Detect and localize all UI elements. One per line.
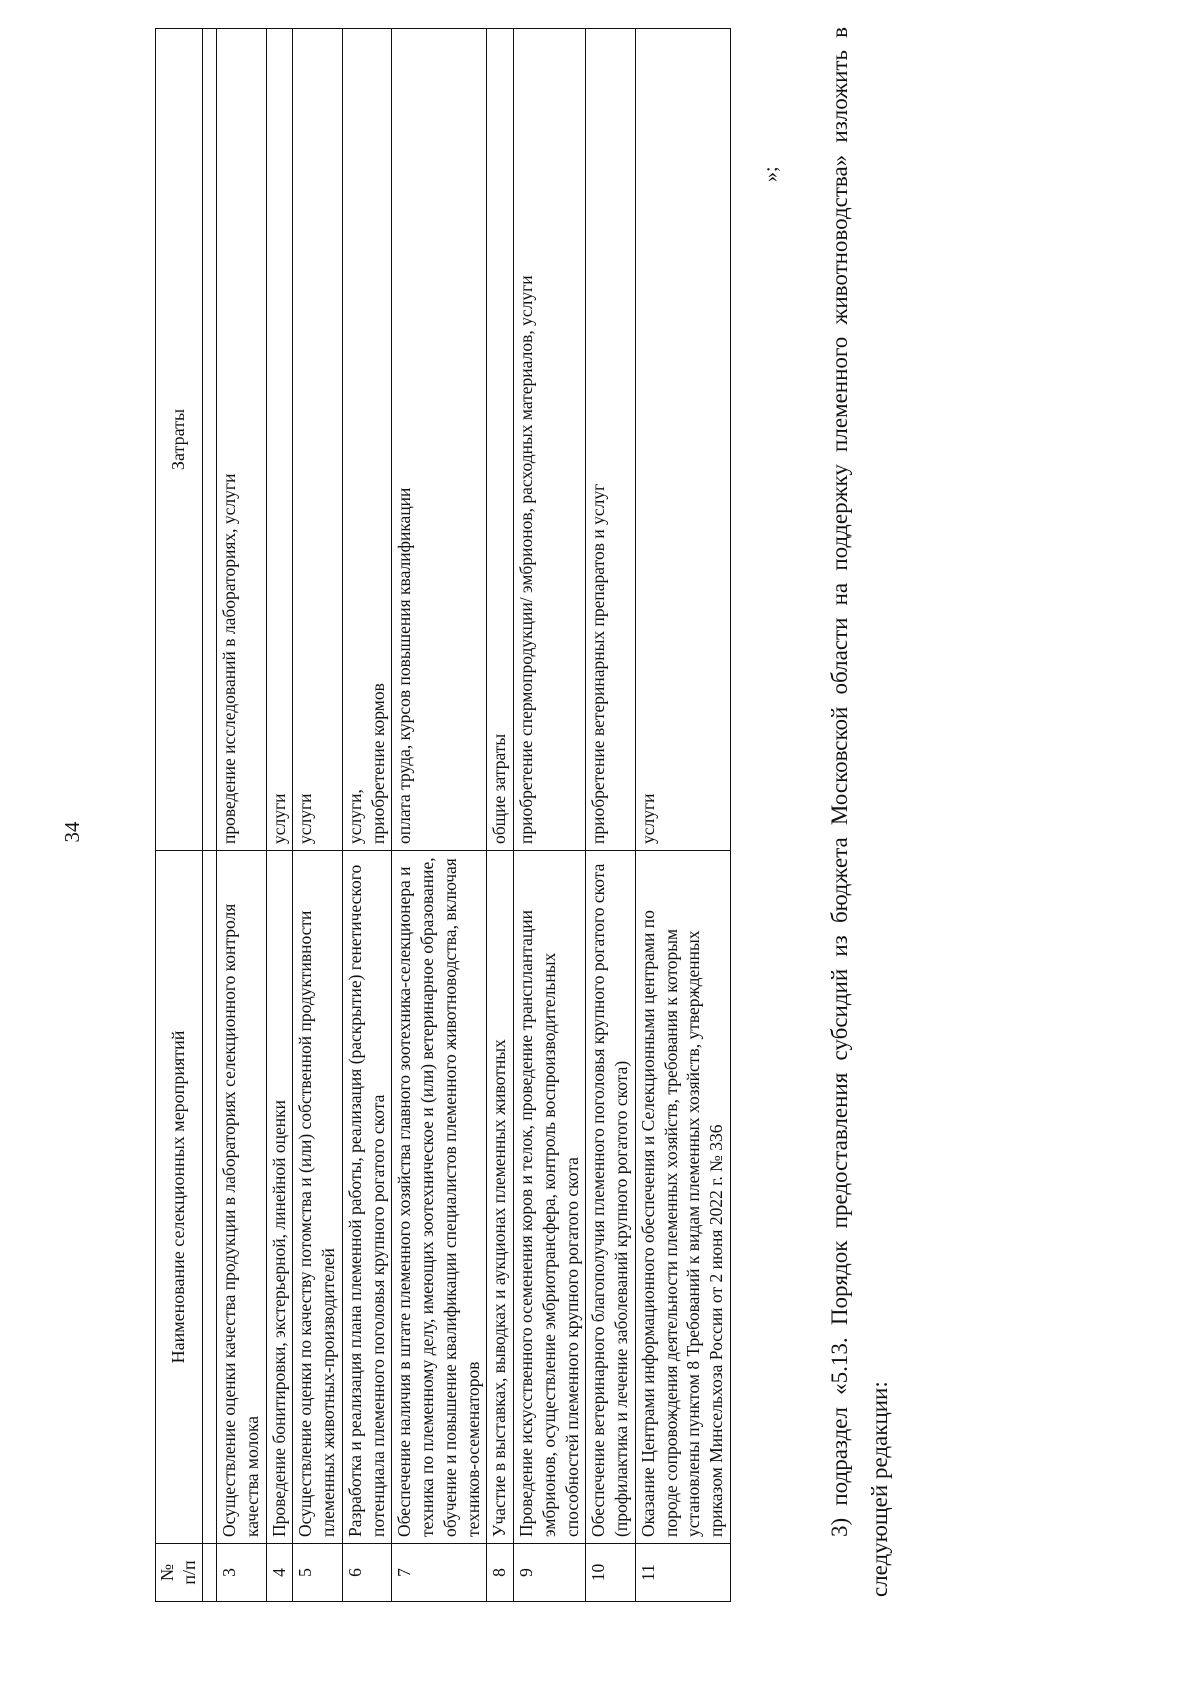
row-num: 6 (342, 1544, 392, 1602)
table-row (293, 29, 343, 1602)
table-row (266, 29, 293, 1602)
row-num: 5 (293, 1544, 343, 1602)
row-name: Оказание Центрами информационного обеспечения и Селекционными центрами по породе сопровождения деятельности племенных хозяйств, требования к которым установлены пунктом 8 Требований к видам племенных хозяйств, утвержденных приказом Минсельхоза России от 2 июня 2022 г. № 336 (635, 851, 730, 1544)
row-name: Проведение бонитировки, экстерьерной, линейной оценки (266, 851, 293, 1544)
page-number: 34 (60, 821, 84, 843)
row-cost: услуги (635, 29, 730, 851)
table-row (586, 29, 636, 1602)
row-num: 8 (487, 1544, 514, 1602)
row-name: Проведение искусственного осеменения коров и телок, проведение трансплантации эмбрионов, осуществление эмбриотрансфера, контроль воспроизводительных способностей племенного крупного рогатого скота (514, 851, 586, 1544)
row-name: Разработка и реализация плана племенной работы, реализация (раскрытие) генетического потенциала племенного поголовья крупного рогатого скота (342, 851, 392, 1544)
row-name: Обеспечение ветеринарного благополучия племенного поголовья крупного рогатого скота (профилактика и лечение заболеваний крупного рогатого скота) (586, 851, 636, 1544)
table-row (342, 29, 392, 1602)
row-name: Участие в выставках, выводках и аукционах племенных животных (487, 851, 514, 1544)
table-row (392, 29, 487, 1602)
row-cost: приобретение спермопродукции/ эмбрионов, расходных материалов, услуги (514, 29, 586, 851)
row-cost: оплата труда, курсов повышения квалификации (392, 29, 487, 851)
table-row (487, 29, 514, 1602)
row-name: Осуществление оценки по качеству потомства и (или) собственной продуктивности племенных животных-производителей (293, 851, 343, 1544)
table-row (217, 29, 267, 1602)
row-cost: услуги (293, 29, 343, 851)
row-num: 10 (586, 1544, 636, 1602)
row-num: 11 (635, 1544, 730, 1602)
table-header-row (156, 29, 203, 1602)
row-num: 7 (392, 1544, 487, 1602)
row-num: 4 (266, 1544, 293, 1602)
row-cost: услуги (266, 29, 293, 851)
row-name: Обеспечение наличия в штате племенного хозяйства главного зоотехника-селекционера и техника по племенному делу, имеющих зоотехническое и (или) ветеринарное образование, обучение и повышение квалификации специалистов племенного животноводства, включая техников-осеменаторов (392, 851, 487, 1544)
header-name: Наименование селекционных мероприятий (156, 851, 203, 1544)
header-cost: Затраты (156, 29, 203, 851)
header-num (156, 1544, 203, 1602)
row-cost: приобретение ветеринарных препаратов и услуг (586, 29, 636, 851)
row-cost: услуги, приобретение кормов (342, 29, 392, 851)
row-num: 3 (217, 1544, 267, 1602)
table-spacer-row (203, 29, 217, 1602)
row-cost: общие затраты (487, 29, 514, 851)
row-name: Осуществление оценки качества продукции в лабораториях селекционного контроля качества молока (217, 851, 267, 1544)
row-num: 9 (514, 1544, 586, 1602)
table-row (514, 29, 586, 1602)
row-cost: проведение исследований в лабораториях, услуги (217, 29, 267, 851)
breeding-activities-table (155, 28, 731, 1602)
closing-quote: »; (760, 166, 782, 182)
paragraph-text: 3) подраздел «5.13. Порядок предоставления субсидий из бюджета Московской области на поддержку племенного животноводства» изложить в следующей редакции: (827, 27, 893, 1597)
header-num-label: № п/п (157, 1560, 199, 1585)
table-row (635, 29, 730, 1602)
amendment-paragraph (820, 27, 901, 1597)
